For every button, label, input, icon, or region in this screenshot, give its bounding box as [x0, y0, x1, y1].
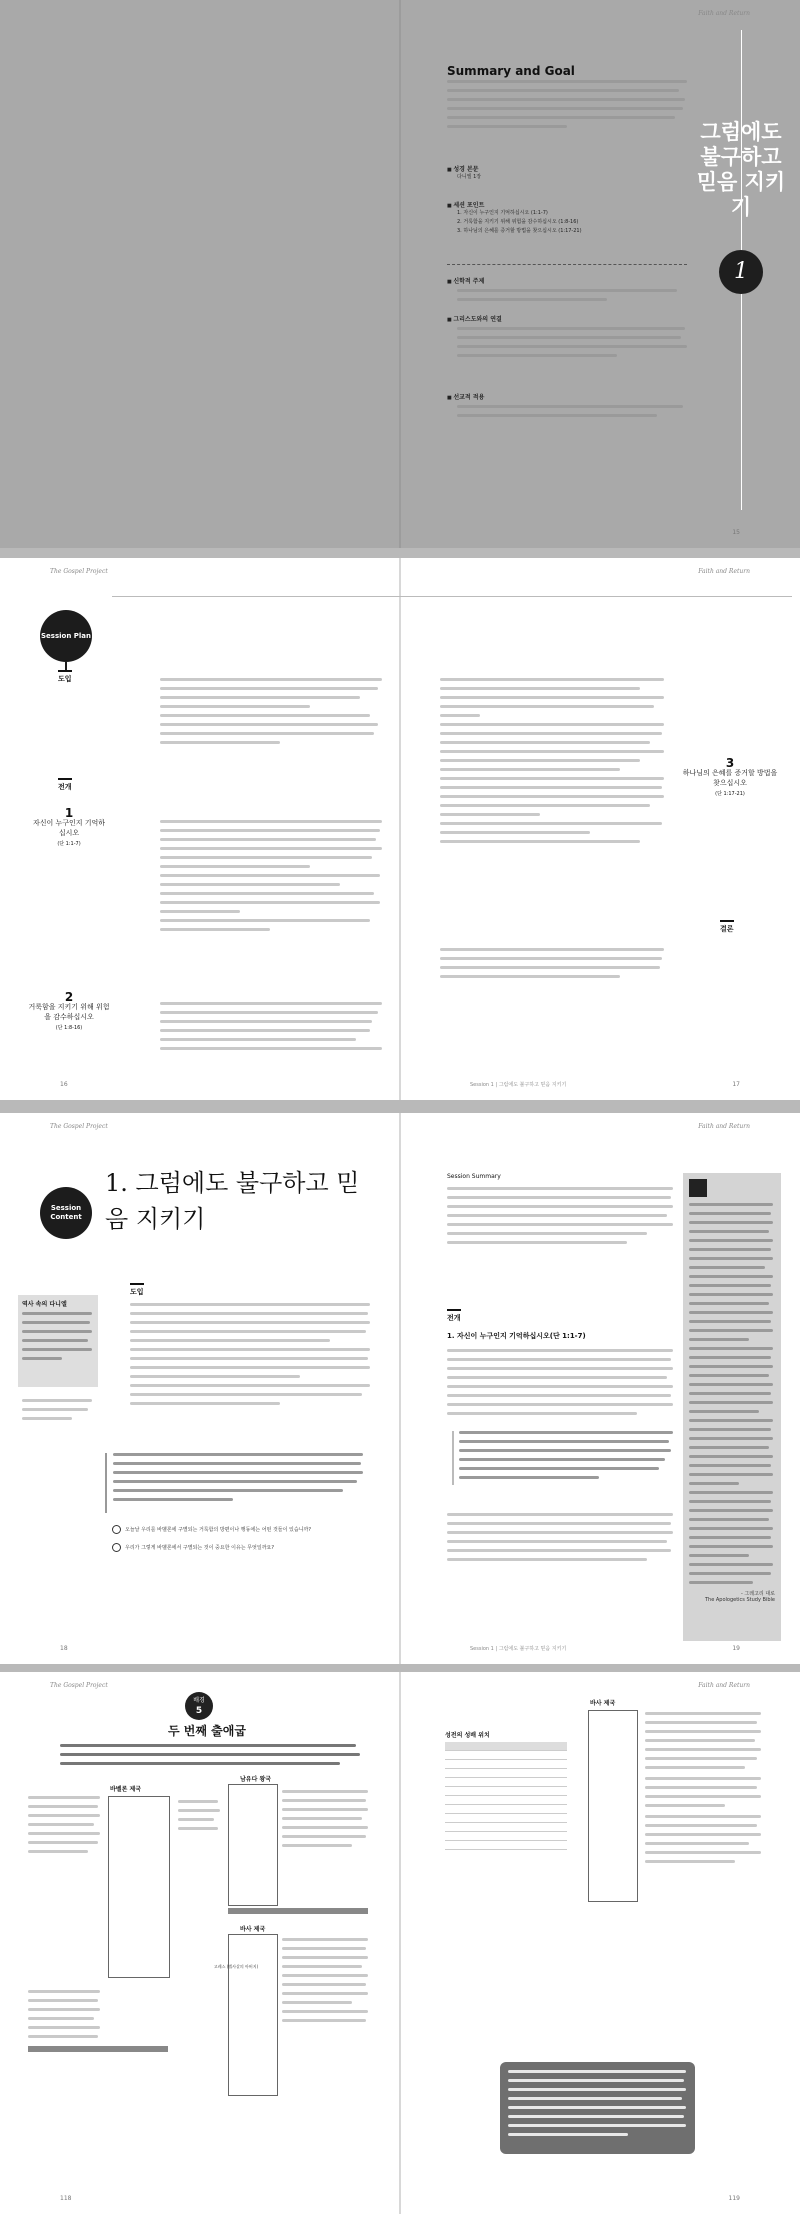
section-heading: 자신이 누구인지 기억하십시오 — [32, 819, 106, 837]
intro-text — [130, 1303, 375, 1411]
persia-column-right — [588, 1710, 638, 1902]
section-2-text — [160, 1002, 385, 1056]
question-icon — [112, 1525, 121, 1534]
page-gutter — [399, 1672, 401, 2214]
conclusion-label: 결론 — [720, 920, 734, 934]
bullet-list — [452, 1431, 674, 1485]
expansion-label: 전개 — [58, 778, 72, 792]
persia-column — [228, 1934, 278, 2096]
book-icon — [689, 1179, 707, 1197]
section-ref: (단 1:8-16) — [55, 1025, 83, 1031]
mission-title: 선교적 적용 — [453, 394, 485, 401]
section-1-text — [160, 820, 385, 937]
babylon-notes — [28, 1796, 104, 1859]
return-band — [28, 2046, 168, 2052]
persia-sub: 고레스 (벨사살의 아버지) — [213, 1964, 259, 1969]
summary-panel — [500, 2062, 695, 2154]
page-number-right: 19 — [732, 1645, 740, 1652]
judah-column — [228, 1784, 278, 1906]
persia-right-notes — [645, 1712, 765, 1869]
theology-title: 신학적 주제 — [453, 278, 485, 285]
christ-title: 그리스도와의 연결 — [453, 316, 502, 323]
footer-running-title: Session 1 | 그럼에도 불구하고 믿음 지키기 — [470, 1646, 567, 1652]
babylon-heading: 바벨론 제국 — [110, 1786, 142, 1793]
page-number-left: 118 — [60, 2195, 72, 2202]
summary-body — [447, 80, 687, 134]
sidebox-title: 역사 속의 다니엘 — [22, 1301, 67, 1308]
spread-session-plan — [0, 558, 800, 1100]
conclusion-text — [440, 948, 668, 984]
section-ref: (단 1:17-21) — [715, 791, 745, 797]
session-points-title: 세션 포인트 — [453, 202, 485, 209]
point-line: 2. 거룩함을 지키기 위해 위험을 감수하십시오 (1:8-16) — [457, 219, 579, 225]
session-content-badge: Session Content — [40, 1187, 92, 1239]
commentary-sidebar — [683, 1173, 781, 1641]
lower-notes — [28, 1990, 104, 2044]
page-number-left: 18 — [60, 1645, 68, 1652]
page-number-left: 16 — [60, 1081, 68, 1088]
point-line: 3. 하나님의 은혜를 증거할 방법을 찾으십시오 (1:17-21) — [457, 228, 582, 234]
section-1-title — [30, 808, 108, 849]
section-2-title — [28, 992, 110, 1033]
lesson-badge — [185, 1692, 213, 1720]
quote-text — [447, 1513, 675, 1567]
section-heading: 거룩함을 지키기 위해 위험을 감수하십시오 — [28, 1003, 110, 1021]
callout-box — [105, 1453, 373, 1513]
persia-notes — [282, 1938, 372, 2028]
persia-heading: 바사 제국 — [240, 1926, 266, 1933]
section-ref: (단 1:1-7) — [57, 841, 81, 847]
table-heading: 성전의 성배 위치 — [445, 1732, 490, 1739]
judah-notes — [282, 1790, 372, 1853]
babylon-column — [108, 1796, 170, 1978]
summary-text — [447, 1187, 675, 1250]
lesson-badge-label: 배경 — [193, 1697, 205, 1704]
summary-head: Session Summary — [447, 1173, 501, 1180]
expansion-label: 전개 — [447, 1309, 461, 1323]
intro-text — [160, 678, 385, 750]
running-head-right: Faith and Return — [698, 1123, 750, 1130]
page-gutter — [399, 1113, 401, 1664]
right-page-text — [440, 678, 668, 849]
running-head-left: The Gospel Project — [50, 568, 108, 575]
quote-source: The Apologetics Study Bible — [704, 1597, 775, 1603]
christ-item: ■ 그리스도와의 연결 — [447, 314, 687, 363]
page-gutter — [399, 558, 401, 1100]
point-line: 1. 자신이 누구인지 기억하십시오 (1:1-7) — [457, 210, 548, 216]
running-head-right: Faith and Return — [698, 1682, 750, 1689]
section-number: 3 — [725, 756, 735, 770]
section-3-title — [680, 758, 780, 799]
exile-band — [228, 1908, 368, 1914]
summary-title: Summary and Goal — [447, 64, 575, 78]
sidebox-note — [22, 1399, 98, 1426]
timeline-years — [178, 1800, 224, 1836]
section-number: 1 — [64, 806, 74, 820]
section-heading: 하나님의 은혜를 증거할 방법을 찾으십시오 — [682, 769, 778, 787]
lesson-intro — [60, 1744, 360, 1771]
running-head: Faith and Return — [698, 10, 750, 17]
session-number: 1 — [719, 250, 763, 294]
spread-summary — [0, 0, 800, 548]
scripture-title: 성경 본문 — [453, 166, 479, 173]
theology-item: ■ 신학적 주제 — [447, 276, 687, 307]
scripture-item: ■ 성경 본문 다니엘 1장 — [447, 166, 482, 180]
question-2: 우리가 그렇게 바벨론에서 구별되는 것이 중요한 이유는 무엇일까요? — [112, 1543, 372, 1552]
chapter-title: 1. 그럼에도 불구하고 믿음 지키기 — [105, 1169, 360, 1233]
page-number-right: 119 — [728, 2195, 740, 2202]
temple-table — [445, 1742, 567, 1850]
question-1: 오늘날 우리를 바벨론에 구별되는 거룩함의 방편이나 행동에는 어떤 것들이 있습니까? — [112, 1525, 372, 1534]
running-head-left: The Gospel Project — [50, 1682, 108, 1689]
page-gutter — [399, 0, 401, 548]
judah-heading: 남유다 왕국 — [240, 1776, 272, 1783]
running-head-left: The Gospel Project — [50, 1123, 108, 1130]
point-1-heading: 1. 자신이 누구인지 기억하십시오(단 1:1-7) — [447, 1332, 586, 1340]
session-points: ■ 세션 포인트 1. 자신이 누구인지 기억하십시오 (1:1-7) 2. 거룩함을 지키기 위해 위험을 감수하십시오 (1:8-16) 3. 하나님의 은혜를 증거할 방법을 찾으십시오 (1:17-21) — [447, 202, 582, 234]
scripture-ref: 다니엘 1장 — [457, 174, 482, 180]
point-1-text — [447, 1349, 675, 1421]
history-sidebox — [18, 1295, 98, 1387]
question-icon — [112, 1543, 121, 1552]
lesson-title: 두 번째 출애굽 — [168, 1724, 246, 1738]
badge-line — [65, 662, 67, 670]
mission-item: ■ 선교적 적용 — [447, 392, 687, 423]
running-head-right: Faith and Return — [698, 568, 750, 575]
page-number: 15 — [732, 529, 740, 536]
intro-label: 도입 — [58, 670, 72, 684]
page-number-right: 17 — [732, 1081, 740, 1088]
lesson-badge-number: 5 — [195, 1706, 203, 1716]
section-number: 2 — [64, 990, 74, 1004]
quote-author: - 그레고리 대로 — [741, 1591, 775, 1597]
spread-timeline — [0, 1672, 800, 2214]
divider — [447, 264, 687, 265]
spread-session-content — [0, 1113, 800, 1664]
persia-heading-right: 바사 제국 — [590, 1700, 616, 1707]
intro-label: 도입 — [130, 1283, 144, 1297]
timeline — [112, 588, 792, 608]
session-title: 그럼에도 불구하고 믿음 지키기 — [696, 120, 786, 219]
footer-running-title: Session 1 | 그럼에도 불구하고 믿음 지키기 — [470, 1082, 567, 1088]
session-plan-badge: Session Plan — [40, 610, 92, 662]
